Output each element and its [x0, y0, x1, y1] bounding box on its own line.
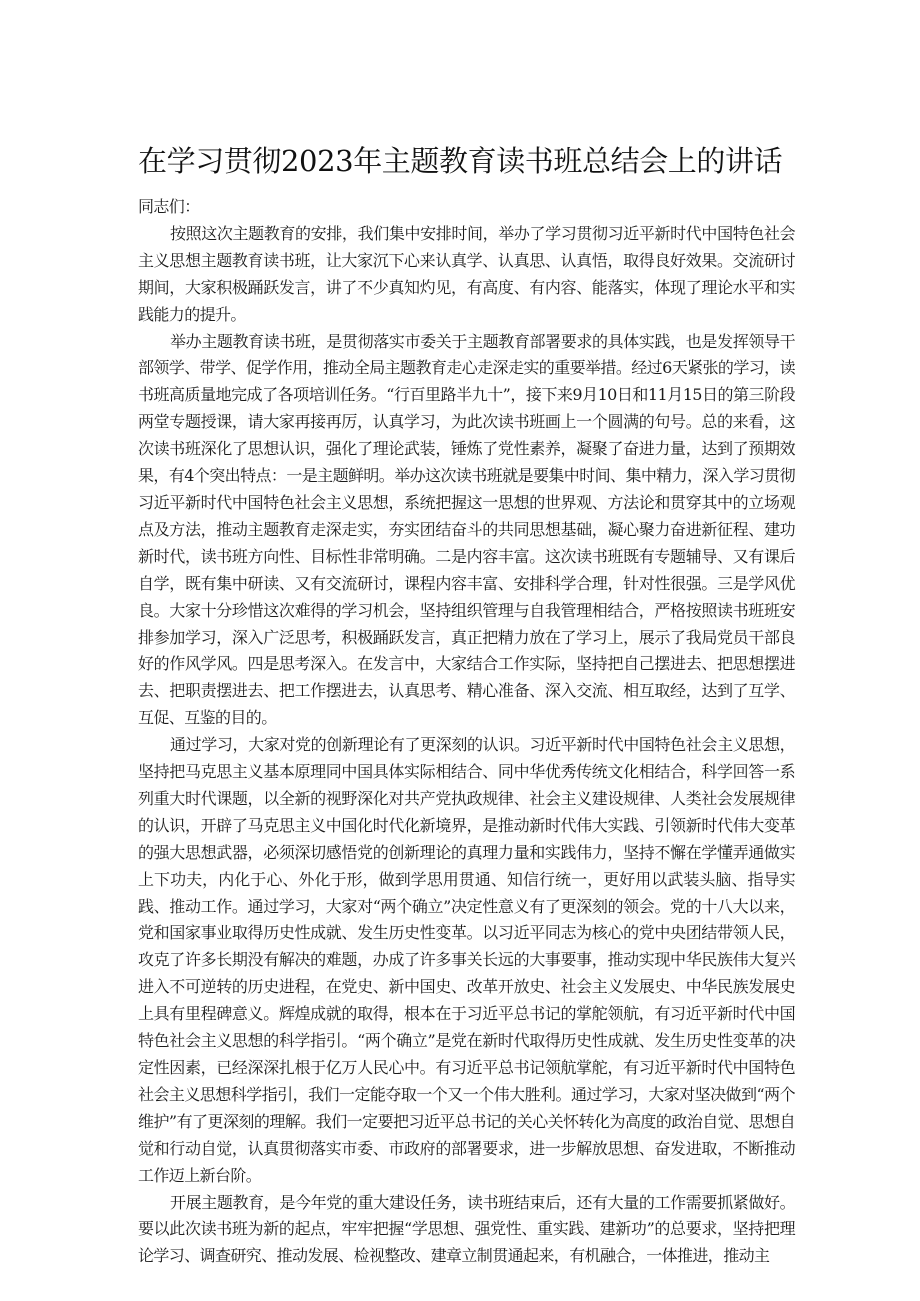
paragraph-4: 开展主题教育，是今年党的重大建设任务，读书班结束后，还有大量的工作需要抓紧做好。要以此次读书班为新的起点，牢牢把握“学思想、强党性、重实践、建新功”的总要求，坚持把理论学习、调查研究、推动发展、检视整改、建章立制贯通起来，有机融合，一体推进，推动主	[138, 1192, 795, 1266]
paragraph-2: 举办主题教育读书班，是贯彻落实市委关于主题教育部署要求的具体实践，也是发挥领导干部领学、带学、促学作用，推动全局主题教育走心走深走实的重要举措。经过6天紧张的学习，读书班高质量地完成了各项培训任务。“行百里路半九十”，接下来9月10日和11月15日的第三阶段两堂专题授课，请大家再接再厉，认真学习，为此次读书班画上一个圆满的句号。总的来看，这次读书班深化了思想认识，强化了理论武装，锤炼了党性素养，凝聚了奋进力量，达到了预期效果，有4个突出特点：一是主题鲜明。举办这次读书班就是要集中时间、集中精力，深入学习贯彻习近平新时代中国特色社会主义思想，系统把握这一思想的世界观、方法论和贯穿其中的立场观点及方法，推动主题教育走深走实，夯实团结奋斗的共同思想基础，凝心聚力奋进新征程、建功新时代，读书班方向性、目标性非常明确。二是内容丰富。这次读书班既有专题辅导、又有课后自学，既有集中研读、又有交流研讨，课程内容丰富、安排科学合理，针对性很强。三是学风优良。大家十分珍惜这次难得的学习机会，坚持组织管理与自我管理相结合，严格按照读书班班安排参加学习，深入广泛思考，积极踊跃发言，真正把精力放在了学习上，展示了我局党员干部良好的作风学风。四是思考深入。在发言中，大家结合工作实际，坚持把自己摆进去、把思想摆进去、把职责摆进去、把工作摆进去，认真思考、精心准备、深入交流、相互取经，达到了互学、互促、互鉴的目的。	[138, 331, 795, 728]
salutation: 同志们：	[138, 197, 200, 216]
paragraph-1: 按照这次主题教育的安排，我们集中安排时间，举办了学习贯彻习近平新时代中国特色社会主义思想主题教育读书班，让大家沉下心来认真学、认真思、认真悟，取得良好效果。交流研讨期间，大家积极踊跃发言，讲了不少真知灼见，有高度、有内容、能落实，体现了理论水平和实践能力的提升。	[138, 223, 795, 324]
document-title: 在学习贯彻2023年主题教育读书班总结会上的讲话	[138, 144, 783, 178]
document-body	[138, 194, 795, 1270]
paragraph-3: 通过学习，大家对党的创新理论有了更深刻的认识。习近平新时代中国特色社会主义思想，坚持把马克思主义基本原理同中国具体实际相结合、同中华优秀传统文化相结合，科学回答一系列重大时代课题，以全新的视野深化对共产党执政规律、社会主义建设规律、人类社会发展规律的认识，开辟了马克思主义中国化时代化新境界，是推动新时代伟大实践、引领新时代伟大变革的强大思想武器，必须深切感悟党的创新理论的真理力量和实践伟力，坚持不懈在学懂弄通做实上下功夫，内化于心、外化于形，做到学思用贯通、知信行统一，更好用以武装头脑、指导实践、推动工作。通过学习，大家对“两个确立”决定性意义有了更深刻的领会。党的十八大以来，党和国家事业取得历史性成就、发生历史性变革。以习近平同志为核心的党中央团结带领人民，攻克了许多长期没有解决的难题，办成了许多事关长远的大事要事，推动实现中华民族伟大复兴进入不可逆转的历史进程，在党史、新中国史、改革开放史、社会主义发展史、中华民族发展史上具有里程碑意义。辉煌成就的取得，根本在于习近平总书记的掌舵领航，有习近平新时代中国特色社会主义思想的科学指引。“两个确立”是党在新时代取得历史性成就、发生历史性变革的决定性因素，已经深深扎根于亿万人民心中。有习近平总书记领航掌舵，有习近平新时代中国特色社会主义思想科学指引，我们一定能夺取一个又一个伟大胜利。通过学习，大家对坚决做到“两个维护”有了更深刻的理解。我们一定要把习近平总书记的关心关怀转化为高度的政治自觉、思想自觉和行动自觉，认真贯彻落实市委、市政府的部署要求，进一步解放思想、奋发进取，不断推动工作迈上新台阶。	[138, 735, 795, 1185]
